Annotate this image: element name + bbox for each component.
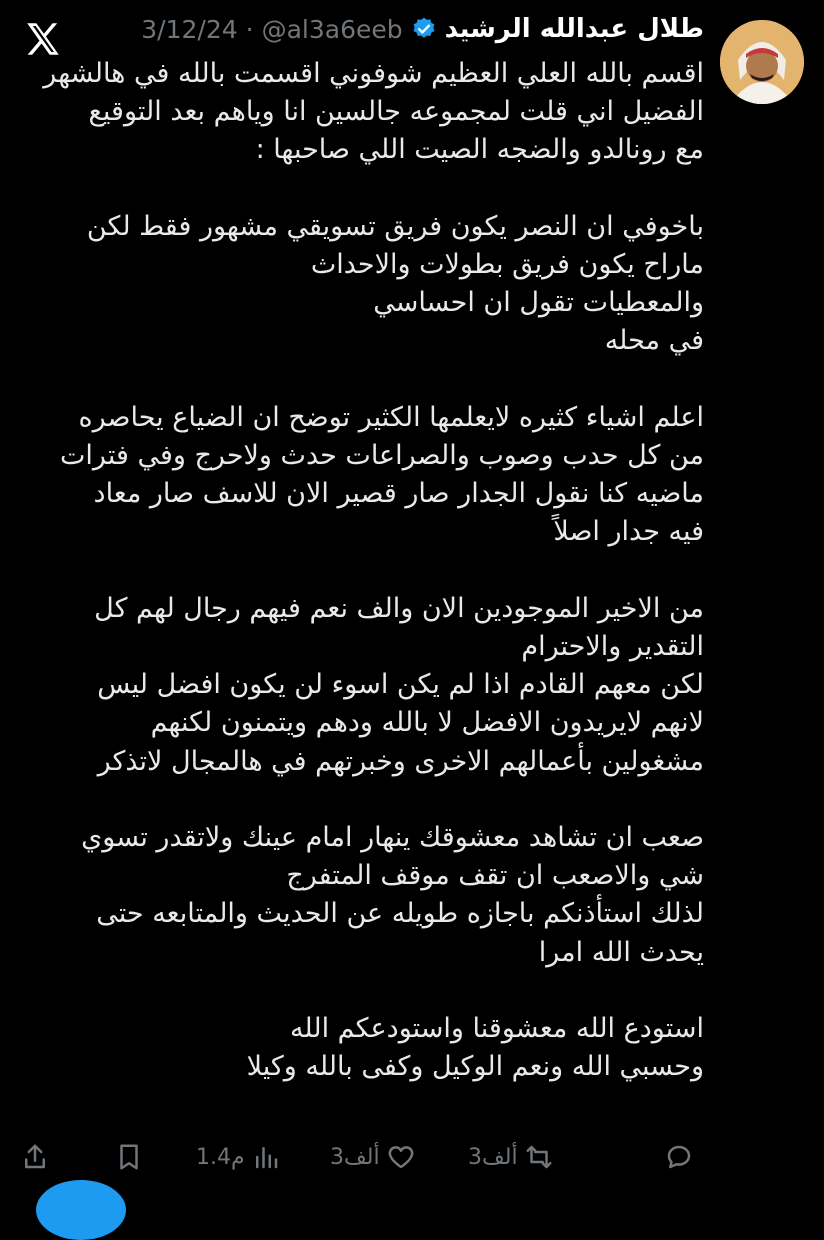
handle[interactable]: @al3a6eeb [261,14,403,44]
bookmark-button[interactable] [114,1142,144,1172]
action-bar [0,1142,824,1182]
x-logo-icon [22,18,64,60]
bookmark-icon [114,1142,144,1172]
heart-icon [386,1142,416,1172]
views-button[interactable] [196,1142,281,1172]
compose-button[interactable] [36,1180,126,1240]
reply-button[interactable] [664,1142,694,1172]
separator: · [245,14,254,44]
display-name[interactable]: طلال عبدالله الرشيد [444,14,704,44]
verified-badge-icon [411,16,437,42]
avatar-image [720,20,804,104]
share-button[interactable] [20,1142,50,1172]
like-button[interactable] [330,1142,416,1172]
author-row [141,14,704,44]
share-icon [20,1142,50,1172]
retweet-icon [524,1142,554,1172]
views-count: 1.4م [196,1144,245,1170]
retweet-count: 3ألف [468,1144,518,1170]
views-icon [251,1142,281,1172]
avatar[interactable] [720,20,804,104]
tweet-text: اقسم بالله العلي العظيم شوفوني اقسمت بالله في هالشهر الفضيل اني قلت لمجموعه جالسين انا وياهم بعد التوقيع مع رونالدو والضجه الصيت اللي صاحبها : باخوفي ان النصر يكون فريق تسويقي مشهور فقط لكن ماراح يكون فريق بطولات والاحداث والمعطيات تقول ان احساسي في محله اعلم اشياء كثيره لايعلمها الكثير توضح ان الضياع يحاصره من كل حدب وصوب والصراعات حدث ولاحرج وفي فترات ماضيه كنا نقول الجدار صار قصير الان للاسف صار معاد فيه جدار اصلاً من الاخير الموجودين الان والف نعم فيهم رجال لهم كل التقدير والاحترام لكن معهم القادم اذا لم يكن اسوء لن يكون افضل ليس لانهم لايريدون الافضل لا بالله ودهم ويتمنون لكنهم مشغولين بأعمالهم الاخرى وخبرتهم في هالمجال لاتذكر صعب ان تشاهد معشوقك ينهار امام عينك ولاتقدر تسوي شي والاصعب ان تقف موقف المتفرج لذلك استأذنكم باجازه طويله عن الحديث والمتابعه حتى يحدث الله امرا استودع الله معشوقنا واستودعكم الله وحسبي الله ونعم الوكيل وكفى بالله وكيلا [43,58,704,1083]
post-date[interactable]: 3/12/24 [141,14,238,44]
like-count: 3ألف [330,1144,380,1170]
reply-icon [664,1142,694,1172]
retweet-button[interactable] [468,1142,554,1172]
